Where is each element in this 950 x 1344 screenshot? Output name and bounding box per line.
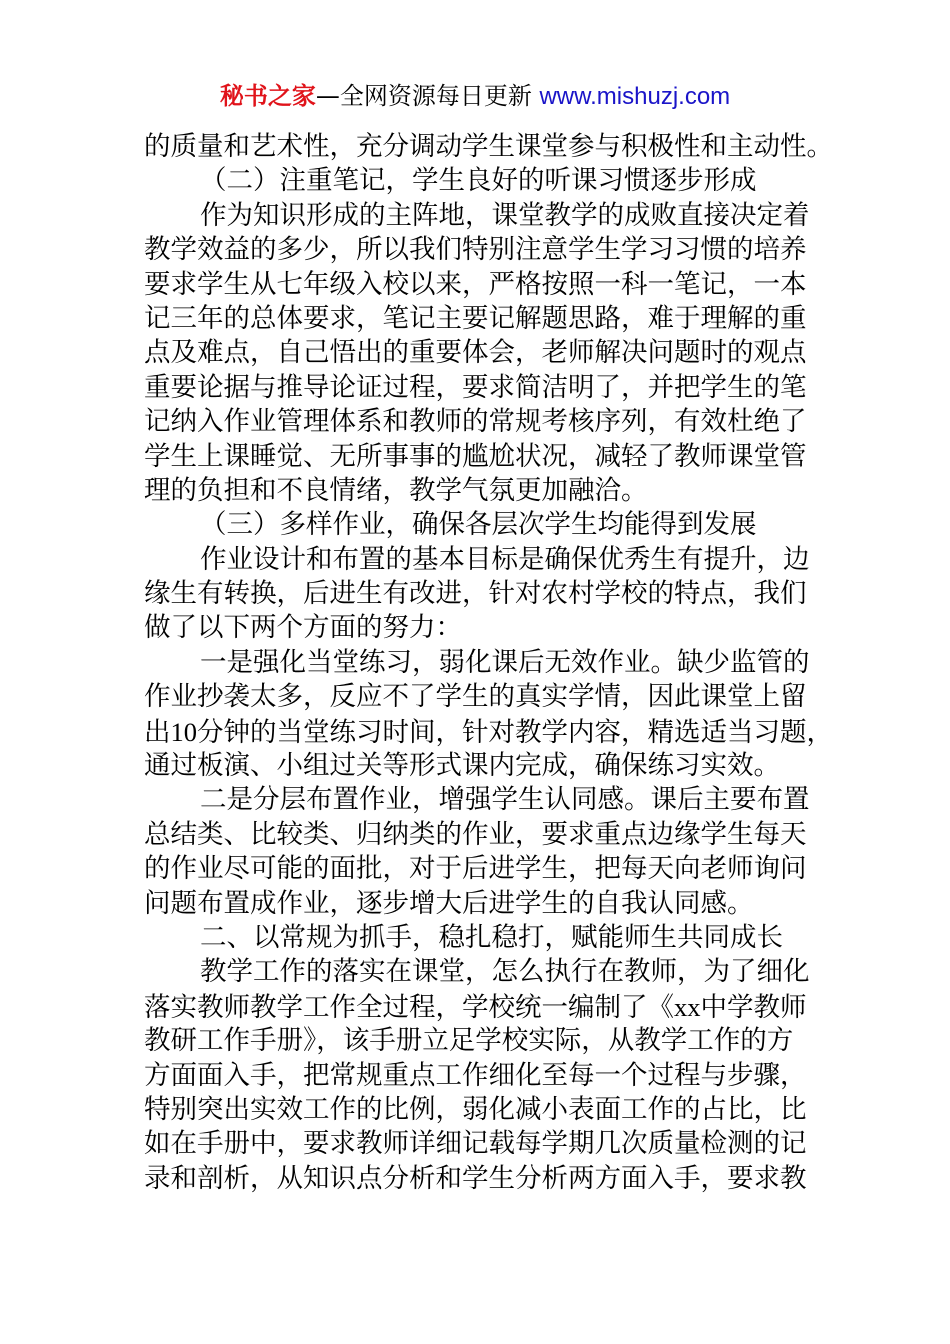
text-line: 的质量和艺术性，充分调动学生课堂参与积极性和主动性。 (144, 131, 833, 162)
text-line: 教研工作手册》，该手册立足学校实际，从教学工作的方 (144, 1025, 794, 1057)
text-line: 方面面入手，把常规重点工作细化至每一个过程与步骤， (144, 1059, 807, 1091)
site-url-link[interactable]: www.mishuzj.com (539, 83, 731, 110)
text-line: 总结类、比较类、归纳类的作业，要求重点边缘学生每天 (144, 818, 807, 850)
text-segment: 出 (144, 716, 171, 748)
document-body (144, 130, 834, 1196)
text-line: 学生上课睡觉、无所事事的尴尬状况，减轻了教师课堂管 (144, 440, 807, 472)
text-line: 做了以下两个方面的努力： (144, 612, 462, 644)
text-line: 的作业尽可能的面批，对于后进学生，把每天向老师询问 (144, 853, 807, 885)
text-line: 点及难点，自己悟出的重要体会，老师解决问题时的观点 (144, 337, 807, 369)
paragraph-start: 作业设计和布置的基本目标是确保优秀生有提升，边 (200, 543, 810, 575)
section-heading: （三）多样作业，确保各层次学生均能得到发展 (200, 509, 757, 541)
text-line: 通过板演、小组过关等形式课内完成，确保练习实效。 (144, 750, 780, 782)
paragraph-start: 二是分层布置作业，增强学生认同感。课后主要布置 (200, 784, 810, 816)
number-segment: 10 (170, 716, 197, 747)
section-heading: 二、以常规为抓手，稳扎稳打，赋能师生共同成长 (200, 921, 783, 953)
text-line: 记纳入作业管理体系和教师的常规考核序列，有效杜绝了 (144, 406, 807, 438)
text-line: 如在手册中，要求教师详细记载每学期几次质量检测的记 (144, 1128, 807, 1160)
text-line: 要求学生从七年级入校以来，严格按照一科一笔记，一本 (144, 268, 807, 300)
text-line: 缘生有转换，后进生有改进，针对农村学校的特点，我们 (144, 578, 807, 610)
text-line: 记三年的总体要求，笔记主要记解题思路，难于理解的重 (144, 302, 807, 334)
number-segment: xx (674, 991, 701, 1022)
text-line (144, 715, 834, 749)
text-segment: 分钟的当堂练习时间，针对教学内容，精选适当习题， (197, 716, 833, 748)
section-heading: （二）注重笔记，学生良好的听课习惯逐步形成 (200, 165, 757, 197)
paragraph-start: 作为知识形成的主阵地，课堂教学的成败直接决定着 (200, 199, 810, 231)
text-line: 重要论据与推导论证过程，要求简洁明了，并把学生的笔 (144, 371, 807, 403)
page-header (0, 80, 950, 113)
text-line: 特别突出实效工作的比例，弱化减小表面工作的占比，比 (144, 1093, 807, 1125)
text-line (144, 990, 834, 1024)
paragraph-start: 一是强化当堂练习，弱化课后无效作业。缺少监管的 (200, 646, 810, 678)
text-line: 理的负担和不良情绪，教学气氛更加融洽。 (144, 474, 648, 506)
text-segment: 落实教师教学工作全过程，学校统一编制了《 (144, 991, 674, 1023)
site-brand: 秘书之家 (219, 82, 316, 110)
text-line: 作业抄袭太多，反应不了学生的真实学情，因此课堂上留 (144, 681, 807, 713)
text-line: 录和剖析，从知识点分析和学生分析两方面入手，要求教 (144, 1162, 807, 1194)
site-tagline: —全网资源每日更新 (315, 82, 532, 110)
text-line: 问题布置成作业，逐步增大后进学生的自我认同感。 (144, 887, 754, 919)
text-segment: 中学教师 (700, 991, 807, 1023)
paragraph-start: 教学工作的落实在课堂，怎么执行在教师，为了细化 (200, 956, 810, 988)
text-line: 教学效益的多少，所以我们特别注意学生学习习惯的培养 (144, 234, 807, 266)
